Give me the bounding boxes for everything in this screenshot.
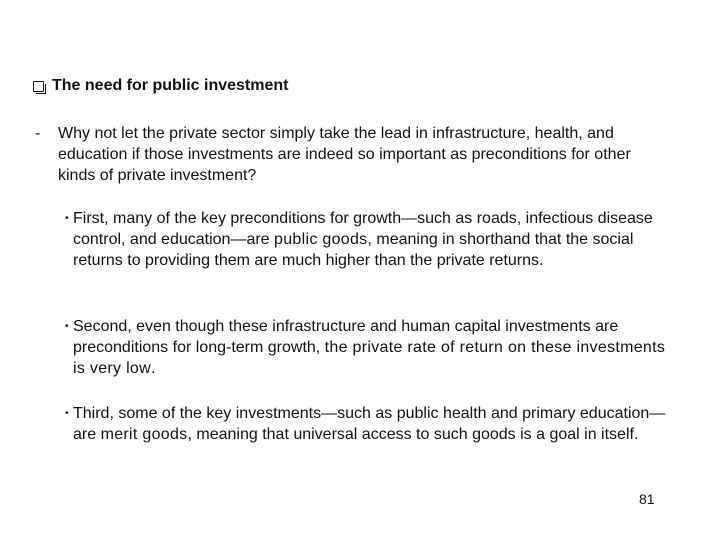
section-heading — [33, 77, 288, 95]
point-text-3-after: , meaning that universal access to such goods is a goal in itself. — [187, 426, 639, 443]
point-item-3 — [65, 403, 675, 445]
point-text-1 — [73, 208, 668, 271]
point-item-1 — [65, 208, 675, 271]
bullet-dot-icon: • — [65, 213, 69, 224]
point-text-2-after: . — [150, 360, 156, 377]
question-text: Why not let the private sector simply take the lead in infrastructure, health, and education if those investments are indeed so important as preconditions for other kinds of private investment? — [58, 125, 631, 184]
point-text-3-emphasis: merit goods — [100, 426, 188, 443]
page-number: 81 — [639, 491, 655, 507]
point-text-1-before: First, many of the key preconditions for growth—such as roads, infectious disease control, and education—are — [73, 210, 653, 248]
bullet-dot-icon: • — [65, 408, 69, 419]
point-text-2-before: Second, even though these infrastructure and human capital investments are preconditions for long-term growth, — [73, 318, 619, 356]
dash-bullet: - — [35, 125, 41, 142]
checkbox-bullet-icon — [33, 81, 44, 92]
section-heading-text: The need for public investment — [52, 77, 289, 94]
bullet-dot-icon: • — [65, 321, 69, 332]
point-item-2 — [65, 316, 675, 379]
point-text-1-after: , meaning in shorthand that the social returns to providing them are much higher than the private returns. — [73, 231, 634, 269]
question-item — [35, 123, 675, 186]
point-text-3-before: Third, some of the key investments—such as public health and primary education—are — [73, 405, 666, 443]
point-text-3 — [73, 403, 668, 445]
point-text-1-emphasis: public goods — [274, 231, 368, 248]
point-text-2 — [73, 316, 668, 379]
point-text-2-emphasis: the private rate of return on these investments is very low — [73, 339, 666, 377]
